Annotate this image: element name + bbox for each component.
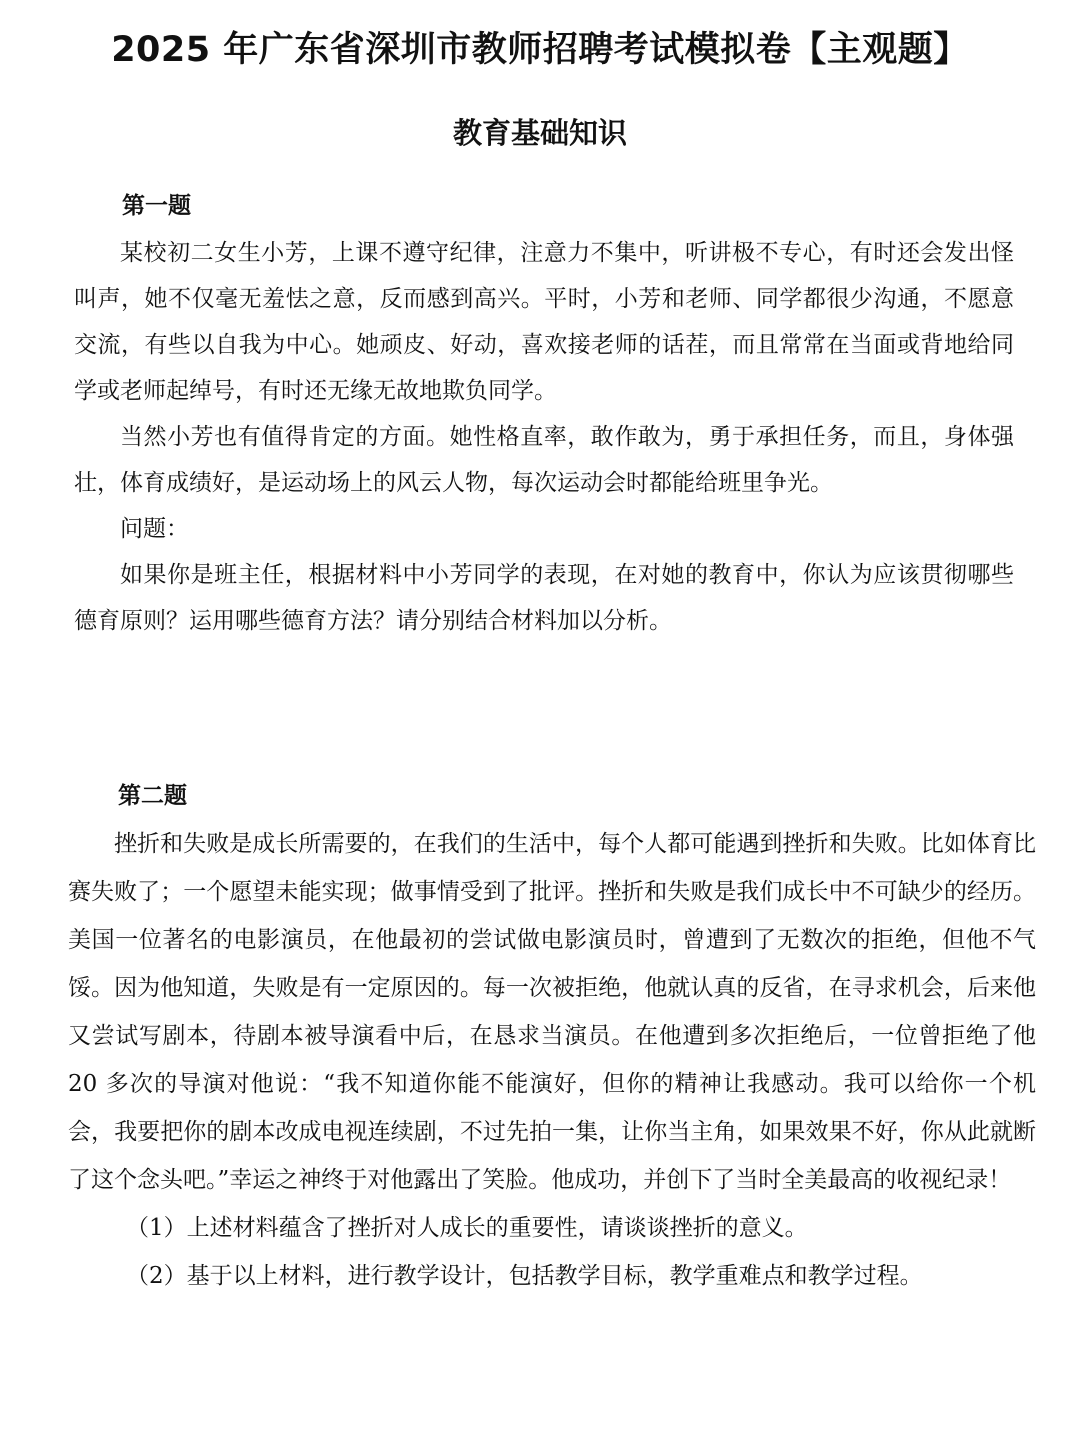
- question-2-paragraph: 挫折和失败是成长所需要的，在我们的生活中，每个人都可能遇到挫折和失败。比如体育比赛失败了；一个愿望未能实现；做事情受到了批评。挫折和失败是我们成长中不可缺少的经历。美国一位著名的电影演员，在他最初的尝试做电影演员时，曾遭到了无数次的拒绝，但他不气馁。因为他知道，失败是有一定原因的。每一次被拒绝，他就认真的反省，在寻求机会，后来他又尝试写剧本，待剧本被导演看中后，在恳求当演员。在他遭到多次拒绝后，一位曾拒绝了他 20 多次的导演对他说：“我不知道你能不能演好，但你的精神让我感动。我可以给你一个机会，我要把你的剧本改成电视连续剧，不过先拍一集，让你当主角，如果效果不好，你从此就断了这个念头吧。”幸运之神终于对他露出了笑脸。他成功，并创下了当时全美最高的收视纪录！: [68, 831, 1036, 1193]
- question-2-section: [68, 776, 1036, 1300]
- question-1-question-label: 问题：: [120, 516, 189, 542]
- subject-heading: 教育基础知识: [452, 116, 627, 150]
- question-1-question-text: 如果你是班主任，根据材料中小芳同学的表现，在对她的教育中，你认为应该贯彻哪些德育原则？运用哪些德育方法？请分别结合材料加以分析。: [74, 562, 1014, 634]
- question-1-section: [74, 186, 1014, 644]
- question-2-sub-question-1: （1）上述材料蕴含了挫折对人成长的重要性，请谈谈挫折的意义。: [126, 1215, 808, 1241]
- question-1-paragraph-1: 某校初二女生小芳，上课不遵守纪律，注意力不集中，听讲极不专心，有时还会发出怪叫声，她不仅毫无羞怯之意，反而感到高兴。平时，小芳和老师、同学都很少沟通，不愿意交流，有些以自我为中心。她顽皮、好动，喜欢接老师的话茬，而且常常在当面或背地给同学或老师起绰号，有时还无缘无故地欺负同学。: [74, 240, 1014, 404]
- question-2-heading: 第二题: [118, 782, 187, 809]
- page-title: 2025 年广东省深圳市教师招聘考试模拟卷【主观题】: [111, 30, 969, 70]
- question-2-sub-question-2: （2）基于以上材料，进行教学设计，包括教学目标，教学重难点和教学过程。: [126, 1263, 923, 1289]
- question-1-heading: 第一题: [122, 192, 191, 219]
- question-1-paragraph-2: 当然小芳也有值得肯定的方面。她性格直率，敢作敢为，勇于承担任务，而且，身体强壮，体育成绩好，是运动场上的风云人物，每次运动会时都能给班里争光。: [74, 424, 1014, 496]
